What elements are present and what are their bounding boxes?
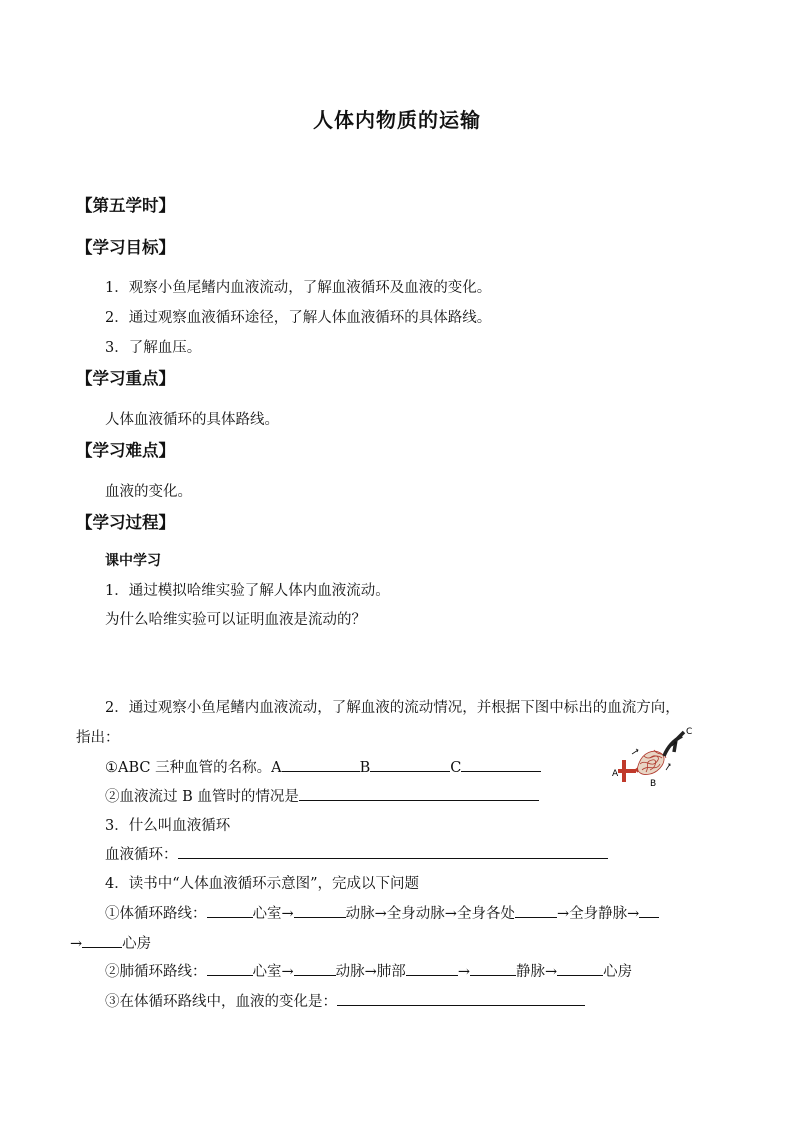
heading-lesson: 【第五学时】 bbox=[76, 196, 175, 215]
difficulty-text: 血液的变化。 bbox=[105, 484, 192, 500]
blank-pul-2[interactable] bbox=[294, 961, 336, 976]
blank-b-vessel[interactable] bbox=[299, 786, 539, 801]
blank-blood-change[interactable] bbox=[337, 991, 585, 1006]
q4-pul-heart-room: 心室→ bbox=[252, 964, 294, 980]
q4-title: 4．读书中“人体血液循环示意图”，完成以下问题 bbox=[105, 876, 420, 892]
blank-a[interactable] bbox=[282, 757, 360, 772]
q4-sys-atrium: 心房 bbox=[122, 936, 152, 952]
fish-tail-blood-vessel-figure bbox=[610, 724, 696, 794]
q3-line bbox=[105, 843, 608, 864]
heading-difficulties: 【学习难点】 bbox=[76, 441, 175, 460]
key-point-text: 人体血液循环的具体路线。 bbox=[105, 412, 279, 428]
q2-b-prefix: ②血液流过 B 血管时的情况是 bbox=[105, 789, 299, 805]
blank-c[interactable] bbox=[461, 757, 541, 772]
q2-line2: 指出： bbox=[76, 730, 120, 746]
q1-line1: 1．通过模拟哈维实验了解人体内血液流动。 bbox=[105, 583, 390, 599]
q2-a-label-b: B bbox=[359, 760, 371, 776]
q3-title: 3．什么叫血液循环 bbox=[105, 818, 231, 834]
q4-change-prefix: ③在体循环路线中，血液的变化是： bbox=[105, 994, 337, 1010]
goal-item-3: 3．了解血压。 bbox=[105, 340, 202, 356]
q2-a-line bbox=[105, 756, 541, 777]
q4-pul-artery: 动脉→肺部 bbox=[335, 964, 406, 980]
q4-systemic-line2 bbox=[70, 932, 151, 953]
goal-item-2: 2．通过观察血液循环途径，了解人体血液循环的具体路线。 bbox=[105, 310, 492, 326]
q3-label: 血液循环： bbox=[105, 847, 178, 863]
figure-label-c: C bbox=[686, 727, 693, 737]
q4-pul-prefix: ②肺循环路线： bbox=[105, 964, 207, 980]
blank-sys-5[interactable] bbox=[82, 933, 122, 948]
blank-pul-3[interactable] bbox=[406, 961, 458, 976]
blank-b[interactable] bbox=[370, 757, 450, 772]
q4-change-line bbox=[105, 990, 585, 1011]
q4-sys-arrow1: →全身静脉→ bbox=[556, 906, 640, 922]
q4-pul-vein: 静脉→ bbox=[515, 964, 558, 980]
q4-pulmonary-line bbox=[105, 960, 632, 981]
heading-key-points: 【学习重点】 bbox=[76, 369, 175, 388]
blank-sys-2[interactable] bbox=[294, 903, 346, 918]
q4-pul-arrow: → bbox=[457, 964, 470, 980]
heading-process: 【学习过程】 bbox=[76, 513, 175, 532]
q4-pul-atrium: 心房 bbox=[603, 964, 633, 980]
figure-label-b: B bbox=[650, 779, 657, 789]
q2-line1: 2．通过观察小鱼尾鳍内血液流动，了解血液的流动情况，并根据下图中标出的血流方向， bbox=[105, 700, 680, 716]
heading-goals: 【学习目标】 bbox=[76, 238, 175, 257]
flow-arrow-icon bbox=[632, 749, 638, 754]
subheading-in-class: 课中学习 bbox=[105, 553, 161, 569]
figure-label-a: A bbox=[612, 769, 619, 779]
blank-sys-3[interactable] bbox=[515, 903, 557, 918]
blank-pul-4[interactable] bbox=[470, 961, 516, 976]
flow-arrow-icon bbox=[666, 764, 670, 770]
q2-b-line bbox=[105, 785, 539, 806]
q4-sys-artery: 动脉→全身动脉→全身各处 bbox=[345, 906, 515, 922]
q2-a-prefix: ①ABC 三种血管的名称。A bbox=[105, 760, 282, 776]
blank-pul-5[interactable] bbox=[557, 961, 603, 976]
q4-sys-prefix: ①体循环路线： bbox=[105, 906, 207, 922]
vessel-a bbox=[618, 760, 640, 782]
goal-item-1: 1．观察小鱼尾鳍内血液流动，了解血液循环及血液的变化。 bbox=[105, 280, 492, 296]
q4-systemic-line bbox=[105, 902, 659, 923]
page-title: 人体内物质的运输 bbox=[313, 108, 481, 132]
blank-circulation-definition[interactable] bbox=[178, 844, 608, 859]
capillary-network-b bbox=[638, 750, 666, 775]
q4-sys-arrow2: → bbox=[70, 936, 83, 952]
blank-sys-4[interactable] bbox=[639, 903, 659, 918]
q2-a-label-c: C bbox=[450, 760, 462, 776]
q4-sys-heart-room: 心室→ bbox=[252, 906, 294, 922]
blank-sys-1[interactable] bbox=[207, 903, 253, 918]
blank-pul-1[interactable] bbox=[207, 961, 253, 976]
q1-line2: 为什么哈维实验可以证明血液是流动的？ bbox=[105, 612, 366, 628]
